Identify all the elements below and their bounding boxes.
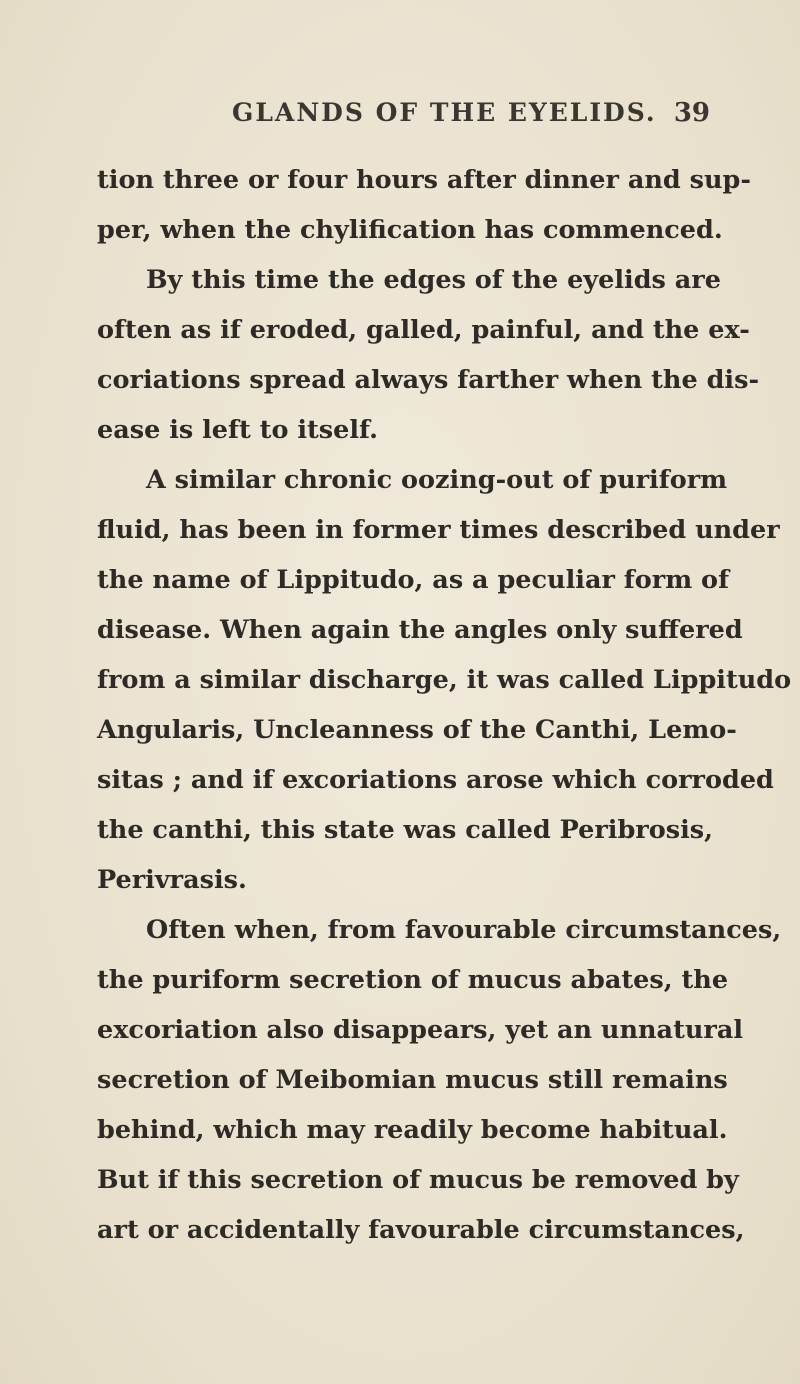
text-line: coriations spread always farther when the dis-: [97, 365, 760, 395]
text-line: behind, which may readily become habitual.: [97, 1115, 728, 1145]
text-line: the puriform secretion of mucus abates, the: [97, 965, 729, 995]
text-line: Angularis, Uncleanness of the Canthi, Lemo-: [97, 715, 737, 745]
text-line: sitas ; and if excoriations arose which corroded: [97, 765, 774, 795]
text-line: per, when the chylification has commenced.: [97, 215, 723, 245]
text-line: art or accidentally favourable circumstances,: [97, 1215, 745, 1245]
text-line: from a similar discharge, it was called Lippitudo: [97, 665, 792, 695]
page-number: 39: [673, 98, 710, 128]
page-header: [205, 98, 710, 138]
text-line: A similar chronic oozing-out of puriform: [146, 465, 728, 495]
running-head: GLANDS OF THE EYELIDS.: [232, 98, 657, 127]
text-line: excoriation also disappears, yet an unnatural: [97, 1015, 744, 1045]
body-text: [97, 155, 792, 1255]
text-line: Often when, from favourable circumstances,: [146, 915, 782, 945]
text-line: fluid, has been in former times described under: [97, 515, 780, 545]
text-line: tion three or four hours after dinner and sup-: [97, 165, 751, 195]
text-line: But if this secretion of mucus be removed by: [97, 1165, 739, 1195]
text-line: By this time the edges of the eyelids are: [146, 265, 721, 295]
text-line: ease is left to itself.: [97, 415, 378, 445]
text-line: often as if eroded, galled, painful, and the ex-: [97, 315, 750, 345]
text-line: Perivrasis.: [97, 865, 247, 895]
text-line: the canthi, this state was called Peribrosis,: [97, 815, 713, 845]
text-line: secretion of Meibomian mucus still remains: [97, 1065, 728, 1095]
text-line: disease. When again the angles only suffered: [97, 615, 743, 645]
text-line: the name of Lippitudo, as a peculiar form of: [97, 565, 730, 595]
